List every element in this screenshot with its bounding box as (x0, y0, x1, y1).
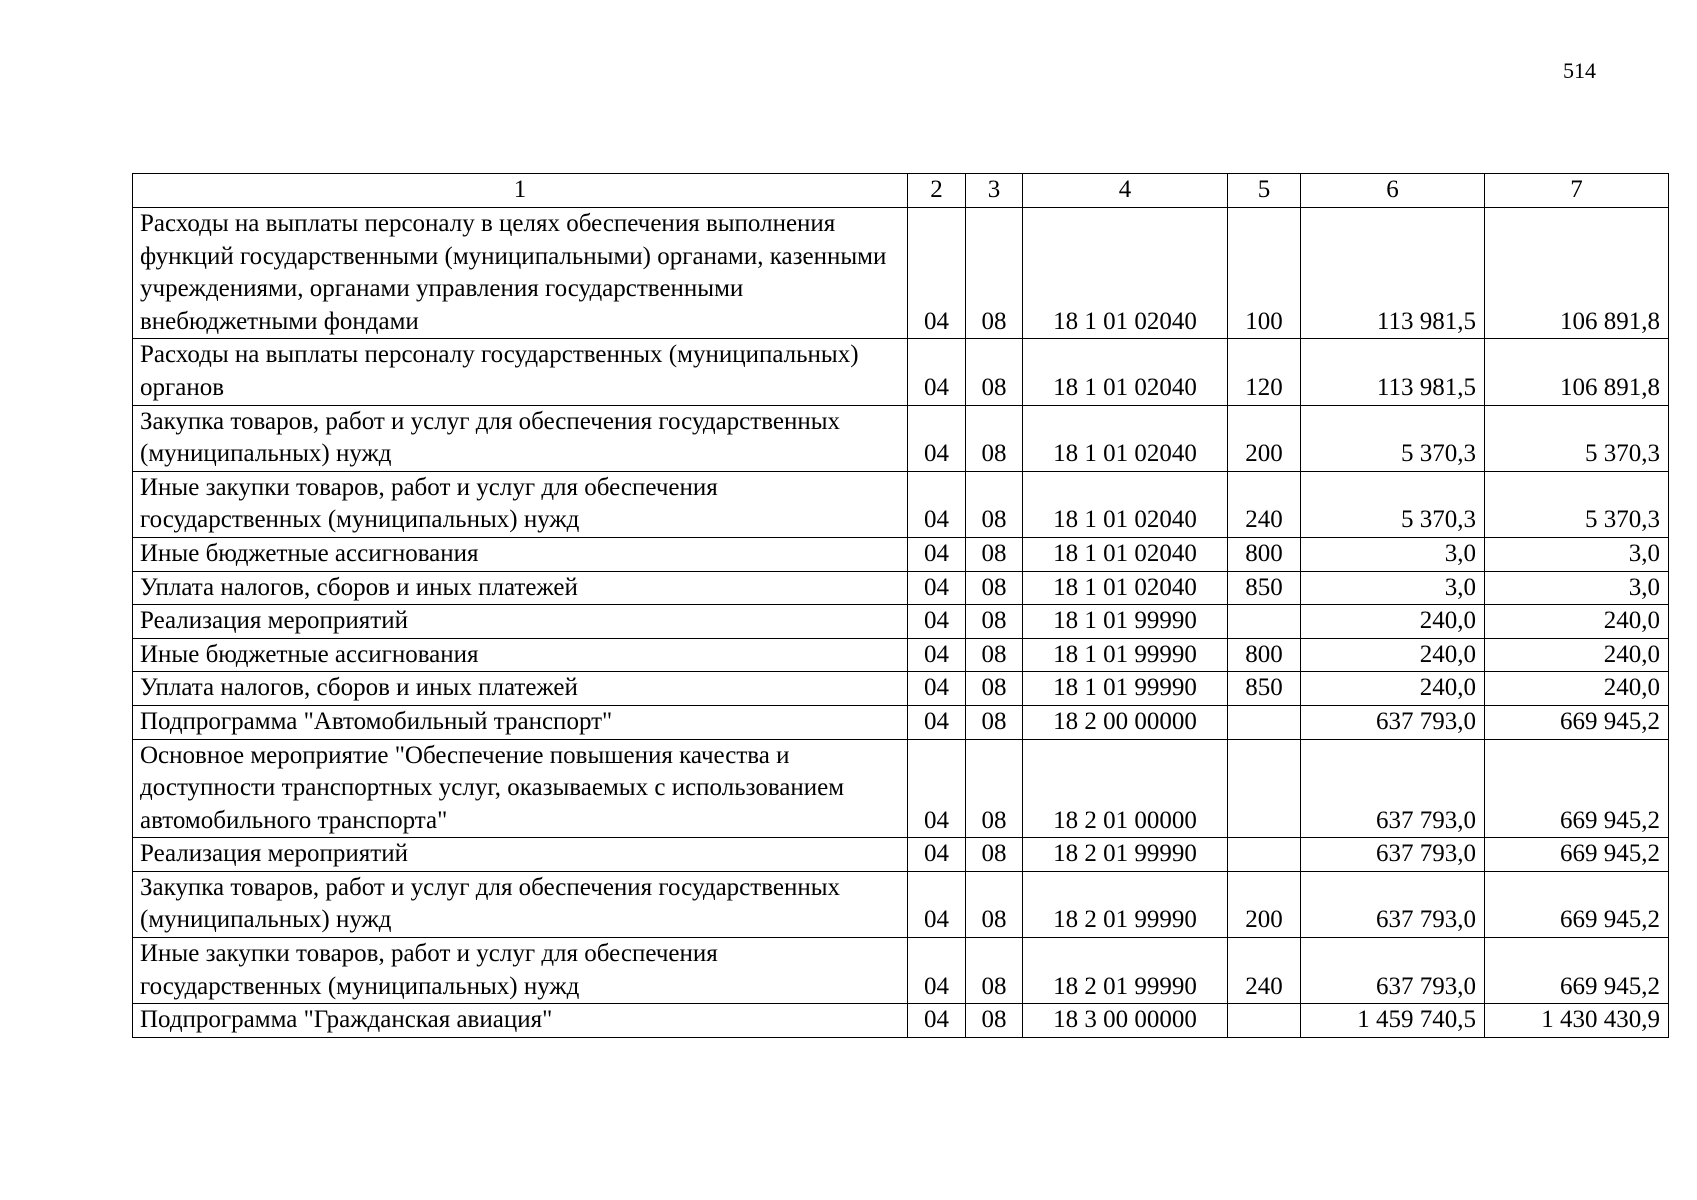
table-row (133, 471, 1669, 537)
amount-col7-cell: 106 891,8 (1485, 208, 1669, 339)
table-row (133, 638, 1669, 672)
row-name-cell: Закупка товаров, работ и услуг для обеспечения государственных (муниципальных) нужд (133, 405, 908, 471)
expense-type-cell: 120 (1228, 339, 1301, 405)
amount-col7-cell: 5 370,3 (1485, 405, 1669, 471)
amount-col6-cell: 637 793,0 (1301, 938, 1485, 1004)
expense-type-cell (1228, 838, 1301, 872)
section-code-cell: 04 (908, 638, 966, 672)
expense-type-cell (1228, 605, 1301, 639)
amount-col7-cell: 240,0 (1485, 638, 1669, 672)
expense-type-cell: 100 (1228, 208, 1301, 339)
table-row (133, 838, 1669, 872)
target-code-cell: 18 1 01 02040 (1023, 405, 1228, 471)
amount-col7-cell: 669 945,2 (1485, 871, 1669, 937)
amount-col6-cell: 113 981,5 (1301, 339, 1485, 405)
section-code-cell: 04 (908, 208, 966, 339)
section-code-cell: 04 (908, 405, 966, 471)
subsection-code-cell: 08 (966, 1004, 1023, 1038)
target-code-cell: 18 1 01 02040 (1023, 571, 1228, 605)
amount-col6-cell: 113 981,5 (1301, 208, 1485, 339)
expense-type-cell: 200 (1228, 871, 1301, 937)
target-code-cell: 18 1 01 02040 (1023, 471, 1228, 537)
amount-col6-cell: 3,0 (1301, 537, 1485, 571)
amount-col7-cell: 669 945,2 (1485, 938, 1669, 1004)
row-name-cell: Реализация мероприятий (133, 605, 908, 639)
amount-col7-cell: 240,0 (1485, 672, 1669, 706)
subsection-code-cell: 08 (966, 938, 1023, 1004)
target-code-cell: 18 1 01 02040 (1023, 339, 1228, 405)
subsection-code-cell: 08 (966, 638, 1023, 672)
table-row (133, 571, 1669, 605)
table-row (133, 1004, 1669, 1038)
target-code-cell: 18 2 00 00000 (1023, 705, 1228, 739)
page-number: 514 (1563, 58, 1596, 83)
expense-type-cell: 850 (1228, 672, 1301, 706)
column-header-3: 3 (966, 174, 1023, 208)
target-code-cell: 18 1 01 99990 (1023, 605, 1228, 639)
section-code-cell: 04 (908, 705, 966, 739)
expense-type-cell (1228, 739, 1301, 838)
amount-col6-cell: 1 459 740,5 (1301, 1004, 1485, 1038)
expense-type-cell: 240 (1228, 938, 1301, 1004)
expense-type-cell (1228, 705, 1301, 739)
expense-type-cell: 240 (1228, 471, 1301, 537)
column-header-5: 5 (1228, 174, 1301, 208)
subsection-code-cell: 08 (966, 405, 1023, 471)
budget-table (132, 173, 1669, 1038)
target-code-cell: 18 2 01 99990 (1023, 838, 1228, 872)
amount-col7-cell: 669 945,2 (1485, 739, 1669, 838)
target-code-cell: 18 1 01 99990 (1023, 638, 1228, 672)
table-row (133, 705, 1669, 739)
table-row (133, 871, 1669, 937)
subsection-code-cell: 08 (966, 537, 1023, 571)
section-code-cell: 04 (908, 672, 966, 706)
amount-col7-cell: 3,0 (1485, 537, 1669, 571)
amount-col6-cell: 5 370,3 (1301, 471, 1485, 537)
row-name-cell: Иные закупки товаров, работ и услуг для обеспечения государственных (муниципальных) нужд (133, 471, 908, 537)
subsection-code-cell: 08 (966, 705, 1023, 739)
row-name-cell: Уплата налогов, сборов и иных платежей (133, 672, 908, 706)
target-code-cell: 18 1 01 02040 (1023, 208, 1228, 339)
section-code-cell: 04 (908, 871, 966, 937)
amount-col7-cell: 3,0 (1485, 571, 1669, 605)
target-code-cell: 18 2 01 00000 (1023, 739, 1228, 838)
section-code-cell: 04 (908, 571, 966, 605)
subsection-code-cell: 08 (966, 739, 1023, 838)
table-row (133, 208, 1669, 339)
row-name-cell: Уплата налогов, сборов и иных платежей (133, 571, 908, 605)
table-row (133, 938, 1669, 1004)
section-code-cell: 04 (908, 838, 966, 872)
section-code-cell: 04 (908, 1004, 966, 1038)
table-body (133, 208, 1669, 1038)
section-code-cell: 04 (908, 471, 966, 537)
amount-col6-cell: 637 793,0 (1301, 705, 1485, 739)
table-row (133, 672, 1669, 706)
column-header-1: 1 (133, 174, 908, 208)
amount-col7-cell: 5 370,3 (1485, 471, 1669, 537)
subsection-code-cell: 08 (966, 339, 1023, 405)
target-code-cell: 18 2 01 99990 (1023, 938, 1228, 1004)
subsection-code-cell: 08 (966, 471, 1023, 537)
table-row (133, 537, 1669, 571)
section-code-cell: 04 (908, 938, 966, 1004)
amount-col6-cell: 637 793,0 (1301, 739, 1485, 838)
amount-col6-cell: 240,0 (1301, 672, 1485, 706)
column-header-2: 2 (908, 174, 966, 208)
subsection-code-cell: 08 (966, 838, 1023, 872)
column-header-7: 7 (1485, 174, 1669, 208)
target-code-cell: 18 2 01 99990 (1023, 871, 1228, 937)
subsection-code-cell: 08 (966, 605, 1023, 639)
expense-type-cell: 800 (1228, 638, 1301, 672)
row-name-cell: Иные бюджетные ассигнования (133, 537, 908, 571)
row-name-cell: Реализация мероприятий (133, 838, 908, 872)
target-code-cell: 18 1 01 99990 (1023, 672, 1228, 706)
subsection-code-cell: 08 (966, 571, 1023, 605)
expense-type-cell: 800 (1228, 537, 1301, 571)
expense-type-cell: 850 (1228, 571, 1301, 605)
expense-type-cell: 200 (1228, 405, 1301, 471)
target-code-cell: 18 1 01 02040 (1023, 537, 1228, 571)
row-name-cell: Закупка товаров, работ и услуг для обеспечения государственных (муниципальных) нужд (133, 871, 908, 937)
amount-col7-cell: 240,0 (1485, 605, 1669, 639)
table-row (133, 339, 1669, 405)
amount-col6-cell: 637 793,0 (1301, 838, 1485, 872)
amount-col6-cell: 240,0 (1301, 638, 1485, 672)
row-name-cell: Расходы на выплаты персоналу в целях обеспечения выполнения функций государственными (муниципальными) органами, казенными учреждениями, органами управления государственными внебюджетными фондами (133, 208, 908, 339)
header-row (133, 174, 1669, 208)
row-name-cell: Основное мероприятие "Обеспечение повышения качества и доступности транспортных услуг, оказываемых с использованием автомобильного транспорта" (133, 739, 908, 838)
target-code-cell: 18 3 00 00000 (1023, 1004, 1228, 1038)
subsection-code-cell: 08 (966, 672, 1023, 706)
section-code-cell: 04 (908, 605, 966, 639)
subsection-code-cell: 08 (966, 871, 1023, 937)
amount-col6-cell: 637 793,0 (1301, 871, 1485, 937)
amount-col7-cell: 106 891,8 (1485, 339, 1669, 405)
amount-col7-cell: 669 945,2 (1485, 838, 1669, 872)
section-code-cell: 04 (908, 739, 966, 838)
row-name-cell: Подпрограмма "Гражданская авиация" (133, 1004, 908, 1038)
column-header-6: 6 (1301, 174, 1485, 208)
row-name-cell: Подпрограмма "Автомобильный транспорт" (133, 705, 908, 739)
section-code-cell: 04 (908, 339, 966, 405)
row-name-cell: Иные закупки товаров, работ и услуг для обеспечения государственных (муниципальных) нужд (133, 938, 908, 1004)
section-code-cell: 04 (908, 537, 966, 571)
amount-col7-cell: 669 945,2 (1485, 705, 1669, 739)
amount-col7-cell: 1 430 430,9 (1485, 1004, 1669, 1038)
table-row (133, 605, 1669, 639)
expense-type-cell (1228, 1004, 1301, 1038)
row-name-cell: Иные бюджетные ассигнования (133, 638, 908, 672)
table-row (133, 405, 1669, 471)
table-row (133, 739, 1669, 838)
column-header-4: 4 (1023, 174, 1228, 208)
amount-col6-cell: 3,0 (1301, 571, 1485, 605)
amount-col6-cell: 240,0 (1301, 605, 1485, 639)
amount-col6-cell: 5 370,3 (1301, 405, 1485, 471)
row-name-cell: Расходы на выплаты персоналу государственных (муниципальных) органов (133, 339, 908, 405)
subsection-code-cell: 08 (966, 208, 1023, 339)
